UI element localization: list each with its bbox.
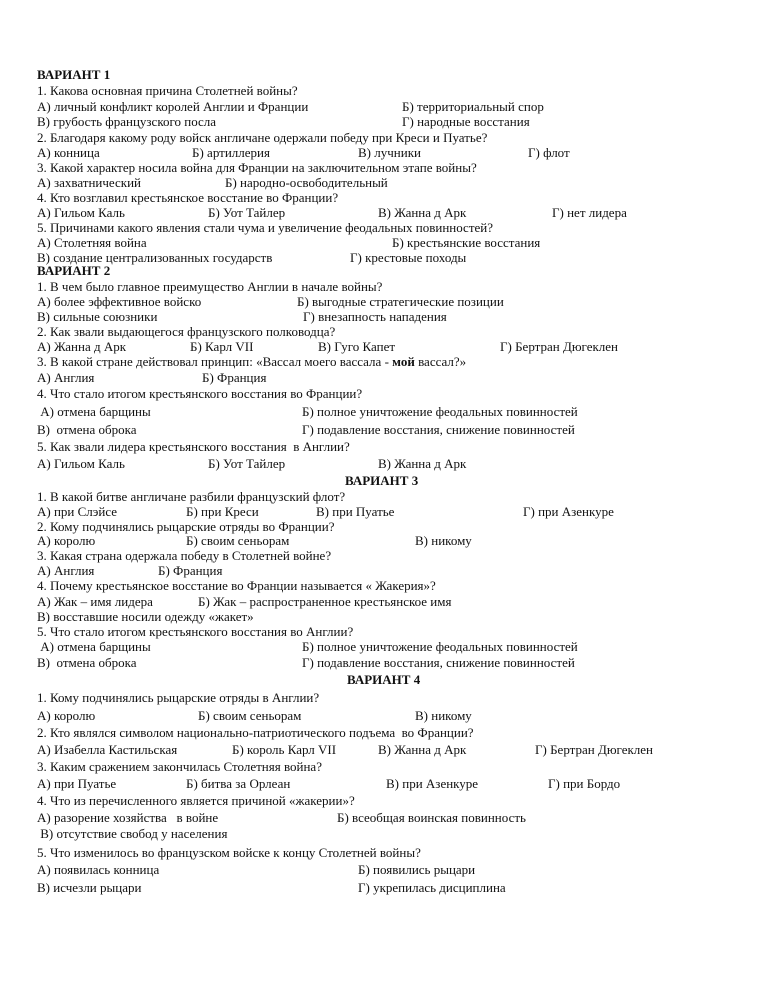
answer-option: В) отмена оброка [37,655,137,670]
answer-option: А) Жак – имя лидера [37,594,153,609]
answer-option: А) королю [37,533,96,548]
answer-option: В) исчезли рыцари [37,880,142,895]
answer-option: Г) народные восстания [402,114,530,129]
question-text: 5. Причинами какого явления стали чума и увеличение феодальных повинностей? [37,220,494,235]
question-text: 3. Какая страна одержала победу в Столетней войне? [37,548,332,563]
question-text: 1. Кому подчинялись рыцарские отряды в Англии? [37,690,320,705]
answer-option: А) разорение хозяйства в войне [37,810,219,825]
answer-option: Г) подавление восстания, снижение повинностей [302,422,575,437]
answer-option: В) создание централизованных государств [37,250,273,265]
question-text: 2. Кому подчинялись рыцарские отряды во Франции? [37,519,335,534]
variant-heading: ВАРИАНТ 4 [347,672,421,687]
answer-option: В) Жанна д Арк [378,456,467,471]
answer-option: Б) при Креси [186,504,259,519]
answer-option: А) отмена барщины [37,404,151,419]
answer-option: А) при Слэйсе [37,504,118,519]
answer-option: Б) народно-освободительный [225,175,388,190]
answer-option: А) Жанна д Арк [37,339,127,354]
answer-option: Б) Жак – распространенное крестьянское имя [198,594,452,609]
answer-option: В) грубость французского посла [37,114,217,129]
answer-option: Г) флот [528,145,570,160]
answer-option: В) при Пуатье [316,504,395,519]
answer-option: В) сильные союзники [37,309,158,324]
answer-option: Б) появились рыцари [358,862,476,877]
question-text: 4. Кто возглавил крестьянское восстание во Франции? [37,190,339,205]
answer-option: В) при Азенкуре [386,776,479,791]
answer-option: Б) выгодные стратегические позиции [297,294,504,309]
answer-option: Б) Уот Тайлер [208,456,286,471]
answer-option: Г) нет лидера [552,205,627,220]
answer-option: Б) Уот Тайлер [208,205,286,220]
answer-option: В) Гуго Капет [318,339,396,354]
answer-option: В) Жанна д Арк [378,205,467,220]
answer-option: Б) территориальный спор [402,99,544,114]
answer-option: Б) своим сеньорам [198,708,302,723]
answer-option: В) никому [415,533,472,548]
question-text: 3. Каким сражением закончилась Столетняя война? [37,759,322,774]
question-text: 5. Как звали лидера крестьянского восстания в Англии? [37,439,350,454]
answer-option: Г) при Бордо [548,776,621,791]
question-text: 4. Что стало итогом крестьянского восстания во Франции? [37,386,363,401]
answer-option: Б) артиллерия [192,145,270,160]
answer-option: Б) Франция [158,563,223,578]
answer-option: А) Изабелла Кастильская [37,742,178,757]
answer-option: Г) подавление восстания, снижение повинностей [302,655,575,670]
answer-option: А) Гильом Каль [37,456,125,471]
answer-option: В) восставшие носили одежду «жакет» [37,609,254,624]
answer-option: А) захватнический [37,175,141,190]
answer-option: Б) король Карл VII [232,742,337,757]
question-text-part: вассал?» [414,354,467,369]
answer-option: А) более эффективное войско [37,294,202,309]
question-text: 5. Что изменилось во французском войске к концу Столетней войны? [37,845,421,860]
question-text: 4. Почему крестьянское восстание во Франции называется « Жакерия»? [37,578,436,593]
answer-option: А) при Пуатье [37,776,117,791]
answer-option: Б) битва за Орлеан [186,776,291,791]
answer-option: А) Англия [37,370,95,385]
answer-option: В) Жанна д Арк [378,742,467,757]
question-text: 1. В чем было главное преимущество Англии в начале войны? [37,279,383,294]
answer-option: А) появилась конница [37,862,160,877]
variant-heading: ВАРИАНТ 3 [345,473,419,488]
answer-option: В) лучники [358,145,421,160]
answer-option: А) королю [37,708,96,723]
answer-option: Б) полное уничтожение феодальных повинностей [302,404,578,419]
question-text: 1. В какой битве англичане разбили французский флот? [37,489,346,504]
question-text: 5. Что стало итогом крестьянского восстания во Англии? [37,624,354,639]
answer-option: Г) внезапность нападения [303,309,447,324]
answer-option: Б) Карл VII [190,339,254,354]
answer-option: Г) укрепилась дисциплина [358,880,506,895]
question-text: 2. Благодаря какому роду войск англичане одержали победу при Креси и Пуатье? [37,130,488,145]
answer-option: В) никому [415,708,472,723]
question-text: 3. Какой характер носила война для Франции на заключительном этапе войны? [37,160,477,175]
answer-option: А) Англия [37,563,95,578]
question-text: 2. Кто являлся символом национально-патриотического подъема во Франции? [37,725,474,740]
question-text: 2. Как звали выдающегося французского полководца? [37,324,336,339]
answer-option: А) конница [37,145,100,160]
answer-option: А) Столетняя война [37,235,147,250]
answer-option: В) отмена оброка [37,422,137,437]
answer-option: Б) крестьянские восстания [392,235,541,250]
emphasis-text: мой [392,354,415,369]
answer-option: Б) всеобщая воинская повинность [337,810,526,825]
answer-option: Б) своим сеньорам [186,533,290,548]
answer-option: Б) полное уничтожение феодальных повинностей [302,639,578,654]
variant-heading: ВАРИАНТ 2 [37,263,111,278]
answer-option: Г) при Азенкуре [523,504,614,519]
question-text-part: 3. В какой стране действовал принцип: «Вассал моего вассала - [37,354,393,369]
question-text [37,354,466,369]
answer-option: А) Гильом Каль [37,205,125,220]
question-text: 4. Что из перечисленного является причиной «жакерии»? [37,793,355,808]
answer-option: Г) крестовые походы [350,250,467,265]
answer-option: Б) Франция [202,370,267,385]
answer-option: А) личный конфликт королей Англии и Франции [37,99,309,114]
answer-option: А) отмена барщины [37,639,151,654]
answer-option: Г) Бертран Дюгеклен [535,742,654,757]
question-text: 1. Какова основная причина Столетней войны? [37,83,298,98]
answer-option: В) отсутствие свобод у населения [37,826,228,841]
variant-heading: ВАРИАНТ 1 [37,67,111,82]
answer-option: Г) Бертран Дюгеклен [500,339,619,354]
